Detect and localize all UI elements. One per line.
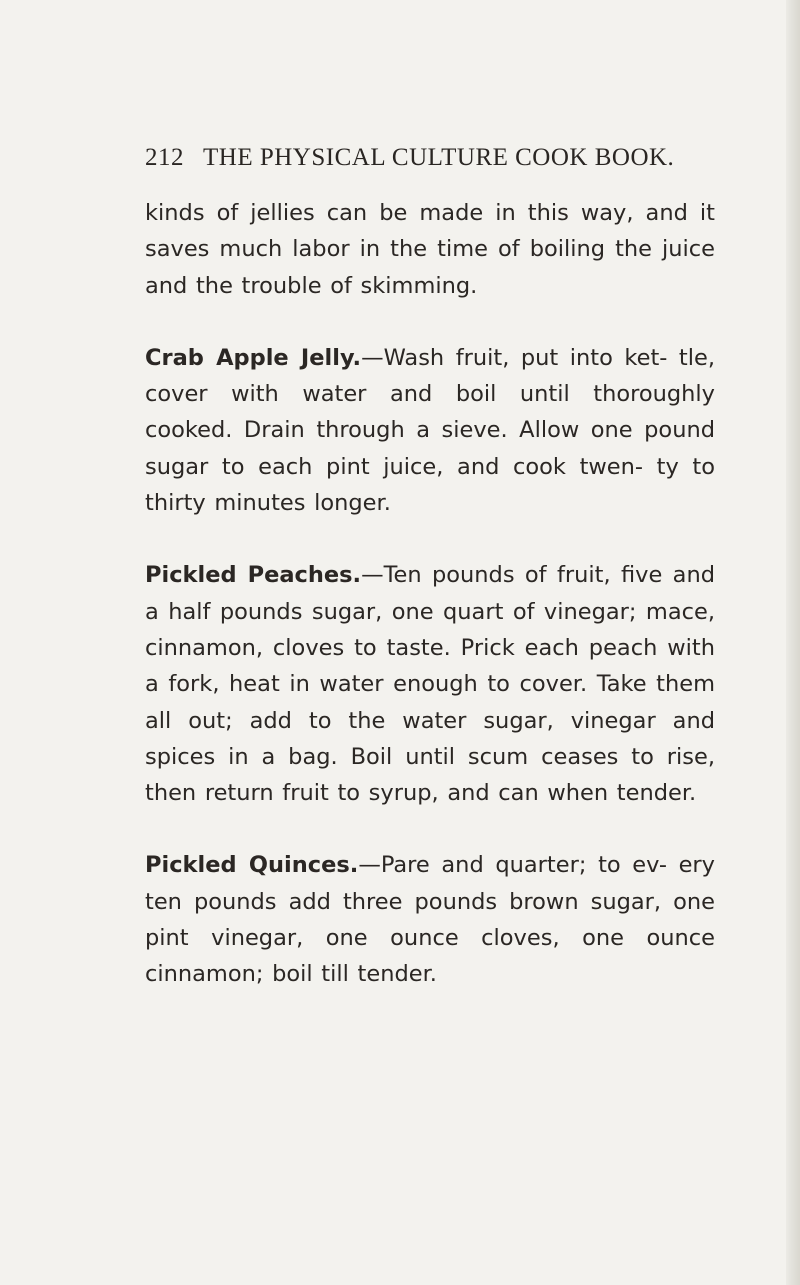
page-header — [145, 144, 745, 176]
recipe-text: —Ten pounds of fruit, five and a half pounds sugar, one quart of vinegar; mace, cinnamon, cloves to taste. Prick each peach with a fork, heat in water enough to cover. Take them all out; add to the water sugar, vinegar and spices in a bag. Boil until scum ceases to rise, then return fruit to syrup, and can when tender. — [145, 562, 715, 807]
recipe-text: —Pare and quarter; to ev- ery ten pounds add three pounds brown sugar, one pint vinegar, one ounce cloves, one ounce cinnamon; boil till tender. — [145, 852, 716, 988]
recipe-title: Crab Apple Jelly. — [145, 344, 362, 371]
intro-paragraph: kinds of jellies can be made in this way, and it saves much labor in the time of boiling the juice and the trouble of skimming. — [145, 200, 715, 299]
page-edge-shadow — [786, 0, 800, 1285]
page-number: 212 — [145, 144, 184, 171]
page-body — [145, 195, 715, 1029]
recipe-title: Pickled Peaches. — [145, 562, 362, 589]
recipe-text: —Wash fruit, put into ket- tle, cover with water and boil until thoroughly cooked. Drain through a sieve. Allow one pound sugar to each pint juice, and cook twen- ty to thirty minutes longer. — [145, 344, 715, 517]
recipe-paragraph-pickled-peaches — [145, 557, 715, 811]
recipe-title: Pickled Quinces. — [145, 852, 359, 879]
running-head: THE PHYSICAL CULTURE COOK BOOK. — [203, 144, 675, 171]
recipe-paragraph-pickled-quinces — [145, 847, 715, 992]
recipe-paragraph-crab-apple-jelly — [145, 340, 715, 521]
